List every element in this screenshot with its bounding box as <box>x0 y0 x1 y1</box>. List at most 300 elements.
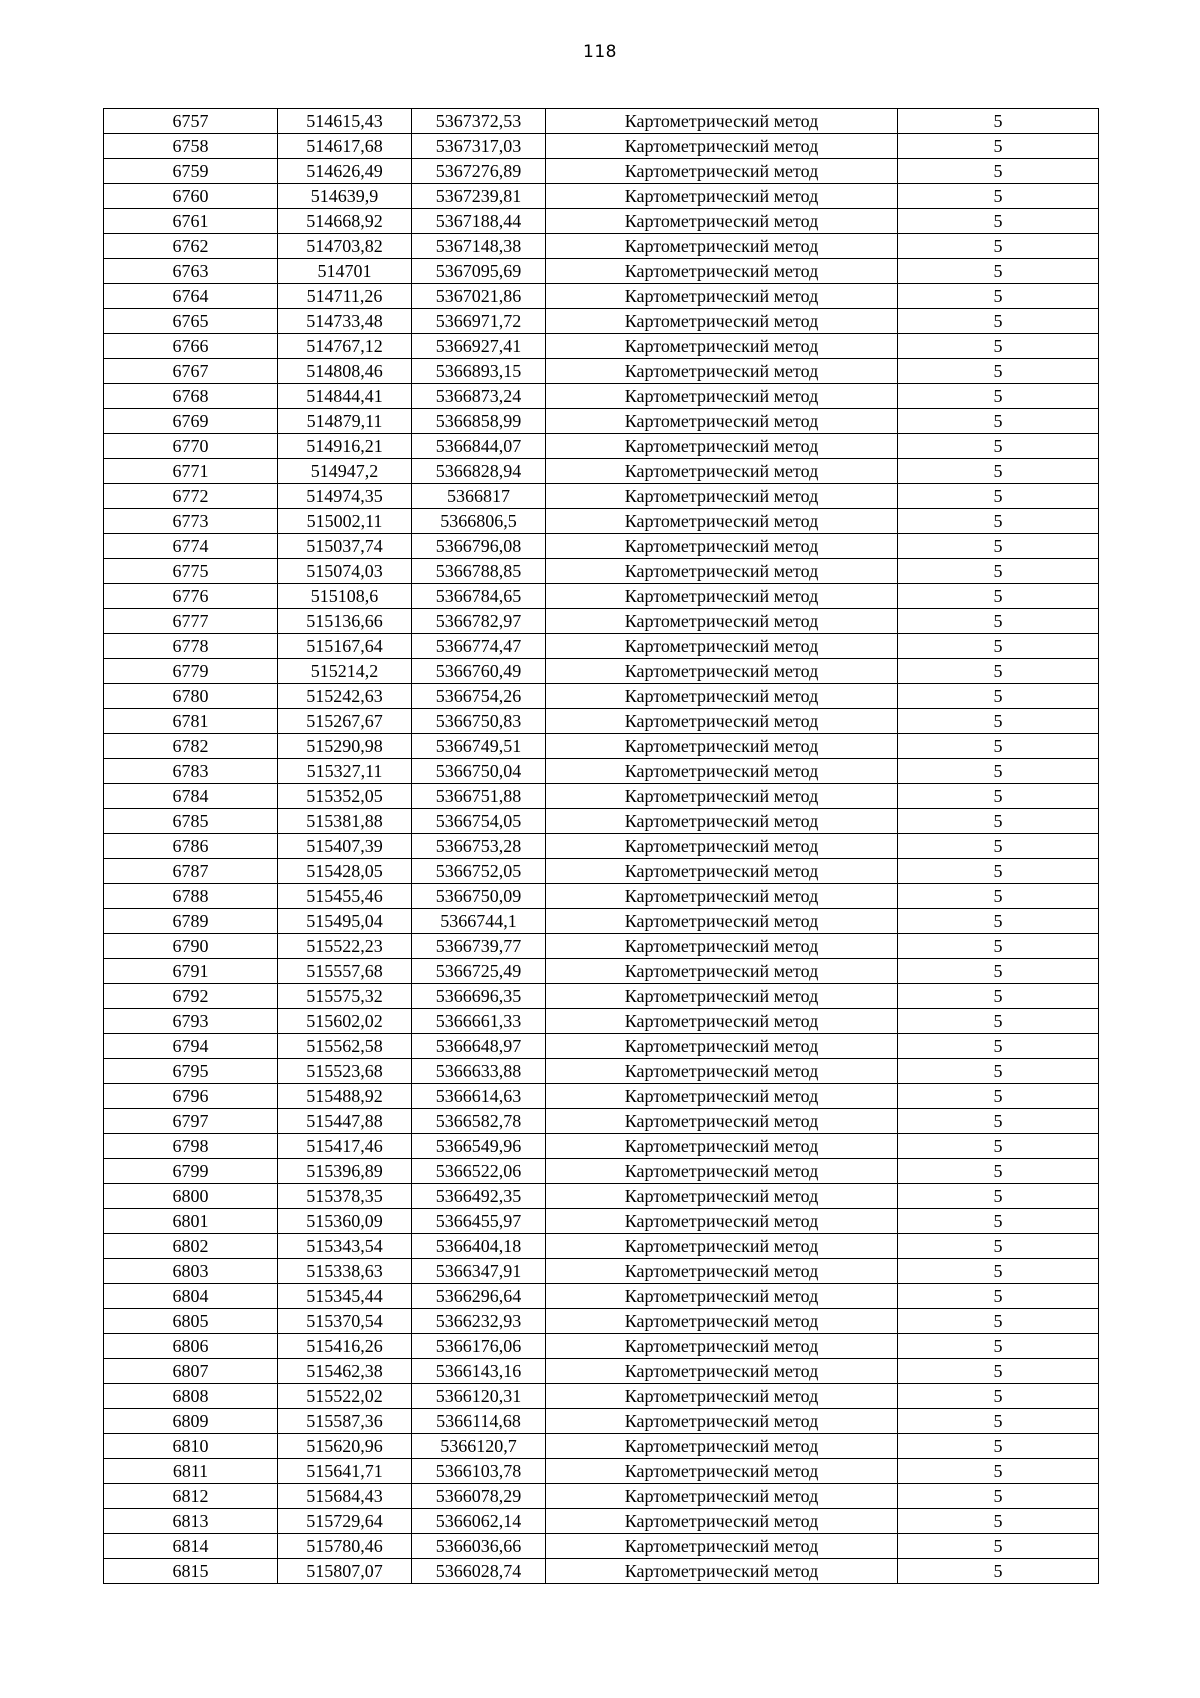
method-cell: Картометрический метод <box>546 909 898 934</box>
point-number-cell: 6794 <box>104 1034 278 1059</box>
method-cell: Картометрический метод <box>546 409 898 434</box>
x-coordinate-cell: 514615,43 <box>278 109 412 134</box>
y-coordinate-cell: 5366750,04 <box>412 759 546 784</box>
accuracy-cell: 5 <box>898 709 1099 734</box>
y-coordinate-cell: 5367021,86 <box>412 284 546 309</box>
y-coordinate-cell: 5366522,06 <box>412 1159 546 1184</box>
accuracy-cell: 5 <box>898 534 1099 559</box>
y-coordinate-cell: 5366774,47 <box>412 634 546 659</box>
accuracy-cell: 5 <box>898 1209 1099 1234</box>
table-row <box>104 834 1099 859</box>
accuracy-cell: 5 <box>898 1234 1099 1259</box>
table-row <box>104 1234 1099 1259</box>
table-row <box>104 809 1099 834</box>
x-coordinate-cell: 514703,82 <box>278 234 412 259</box>
point-number-cell: 6802 <box>104 1234 278 1259</box>
x-coordinate-cell: 515381,88 <box>278 809 412 834</box>
x-coordinate-cell: 515396,89 <box>278 1159 412 1184</box>
x-coordinate-cell: 515684,43 <box>278 1484 412 1509</box>
y-coordinate-cell: 5366176,06 <box>412 1334 546 1359</box>
method-cell: Картометрический метод <box>546 384 898 409</box>
table-row <box>104 1259 1099 1284</box>
x-coordinate-cell: 515360,09 <box>278 1209 412 1234</box>
table-row <box>104 259 1099 284</box>
table-row <box>104 584 1099 609</box>
point-number-cell: 6797 <box>104 1109 278 1134</box>
y-coordinate-cell: 5366749,51 <box>412 734 546 759</box>
y-coordinate-cell: 5366844,07 <box>412 434 546 459</box>
y-coordinate-cell: 5366760,49 <box>412 659 546 684</box>
method-cell: Картометрический метод <box>546 834 898 859</box>
method-cell: Картометрический метод <box>546 1059 898 1084</box>
accuracy-cell: 5 <box>898 859 1099 884</box>
point-number-cell: 6786 <box>104 834 278 859</box>
method-cell: Картометрический метод <box>546 734 898 759</box>
accuracy-cell: 5 <box>898 159 1099 184</box>
x-coordinate-cell: 515214,2 <box>278 659 412 684</box>
y-coordinate-cell: 5367317,03 <box>412 134 546 159</box>
point-number-cell: 6778 <box>104 634 278 659</box>
x-coordinate-cell: 515136,66 <box>278 609 412 634</box>
method-cell: Картометрический метод <box>546 634 898 659</box>
method-cell: Картометрический метод <box>546 609 898 634</box>
y-coordinate-cell: 5366744,1 <box>412 909 546 934</box>
x-coordinate-cell: 515345,44 <box>278 1284 412 1309</box>
method-cell: Картометрический метод <box>546 534 898 559</box>
table-row <box>104 1534 1099 1559</box>
table-row <box>104 859 1099 884</box>
method-cell: Картометрический метод <box>546 1134 898 1159</box>
accuracy-cell: 5 <box>898 1284 1099 1309</box>
point-number-cell: 6773 <box>104 509 278 534</box>
accuracy-cell: 5 <box>898 134 1099 159</box>
accuracy-cell: 5 <box>898 1109 1099 1134</box>
table-row <box>104 1409 1099 1434</box>
x-coordinate-cell: 515002,11 <box>278 509 412 534</box>
x-coordinate-cell: 514639,9 <box>278 184 412 209</box>
accuracy-cell: 5 <box>898 659 1099 684</box>
accuracy-cell: 5 <box>898 1509 1099 1534</box>
point-number-cell: 6758 <box>104 134 278 159</box>
x-coordinate-cell: 515352,05 <box>278 784 412 809</box>
y-coordinate-cell: 5366750,83 <box>412 709 546 734</box>
accuracy-cell: 5 <box>898 809 1099 834</box>
point-number-cell: 6763 <box>104 259 278 284</box>
table-row <box>104 1459 1099 1484</box>
y-coordinate-cell: 5366754,26 <box>412 684 546 709</box>
point-number-cell: 6796 <box>104 1084 278 1109</box>
y-coordinate-cell: 5366752,05 <box>412 859 546 884</box>
point-number-cell: 6772 <box>104 484 278 509</box>
y-coordinate-cell: 5366296,64 <box>412 1284 546 1309</box>
table-row <box>104 434 1099 459</box>
table-row <box>104 1309 1099 1334</box>
y-coordinate-cell: 5366028,74 <box>412 1559 546 1584</box>
table-row <box>104 609 1099 634</box>
method-cell: Картометрический метод <box>546 1034 898 1059</box>
x-coordinate-cell: 515641,71 <box>278 1459 412 1484</box>
method-cell: Картометрический метод <box>546 1509 898 1534</box>
x-coordinate-cell: 515167,64 <box>278 634 412 659</box>
table-row <box>104 459 1099 484</box>
y-coordinate-cell: 5366614,63 <box>412 1084 546 1109</box>
y-coordinate-cell: 5366873,24 <box>412 384 546 409</box>
accuracy-cell: 5 <box>898 459 1099 484</box>
method-cell: Картометрический метод <box>546 1559 898 1584</box>
point-number-cell: 6804 <box>104 1284 278 1309</box>
x-coordinate-cell: 515267,67 <box>278 709 412 734</box>
x-coordinate-cell: 514626,49 <box>278 159 412 184</box>
accuracy-cell: 5 <box>898 284 1099 309</box>
method-cell: Картометрический метод <box>546 1409 898 1434</box>
point-number-cell: 6779 <box>104 659 278 684</box>
point-number-cell: 6801 <box>104 1209 278 1234</box>
table-row <box>104 1484 1099 1509</box>
method-cell: Картометрический метод <box>546 1084 898 1109</box>
y-coordinate-cell: 5366858,99 <box>412 409 546 434</box>
y-coordinate-cell: 5366971,72 <box>412 309 546 334</box>
x-coordinate-cell: 515602,02 <box>278 1009 412 1034</box>
x-coordinate-cell: 515522,23 <box>278 934 412 959</box>
point-number-cell: 6795 <box>104 1059 278 1084</box>
accuracy-cell: 5 <box>898 1009 1099 1034</box>
x-coordinate-cell: 515242,63 <box>278 684 412 709</box>
method-cell: Картометрический метод <box>546 309 898 334</box>
accuracy-cell: 5 <box>898 259 1099 284</box>
y-coordinate-cell: 5366788,85 <box>412 559 546 584</box>
accuracy-cell: 5 <box>898 609 1099 634</box>
point-number-cell: 6785 <box>104 809 278 834</box>
point-number-cell: 6784 <box>104 784 278 809</box>
method-cell: Картометрический метод <box>546 959 898 984</box>
method-cell: Картометрический метод <box>546 759 898 784</box>
point-number-cell: 6809 <box>104 1409 278 1434</box>
method-cell: Картометрический метод <box>546 234 898 259</box>
y-coordinate-cell: 5367239,81 <box>412 184 546 209</box>
accuracy-cell: 5 <box>898 234 1099 259</box>
method-cell: Картометрический метод <box>546 134 898 159</box>
point-number-cell: 6771 <box>104 459 278 484</box>
x-coordinate-cell: 515378,35 <box>278 1184 412 1209</box>
y-coordinate-cell: 5366143,16 <box>412 1359 546 1384</box>
point-number-cell: 6765 <box>104 309 278 334</box>
y-coordinate-cell: 5366753,28 <box>412 834 546 859</box>
accuracy-cell: 5 <box>898 784 1099 809</box>
accuracy-cell: 5 <box>898 734 1099 759</box>
x-coordinate-cell: 515562,58 <box>278 1034 412 1059</box>
y-coordinate-cell: 5366404,18 <box>412 1234 546 1259</box>
table-row <box>104 484 1099 509</box>
method-cell: Картометрический метод <box>546 934 898 959</box>
accuracy-cell: 5 <box>898 484 1099 509</box>
x-coordinate-cell: 515338,63 <box>278 1259 412 1284</box>
table-row <box>104 1159 1099 1184</box>
y-coordinate-cell: 5366114,68 <box>412 1409 546 1434</box>
point-number-cell: 6760 <box>104 184 278 209</box>
point-number-cell: 6793 <box>104 1009 278 1034</box>
x-coordinate-cell: 515780,46 <box>278 1534 412 1559</box>
table-row <box>104 884 1099 909</box>
table-row <box>104 1209 1099 1234</box>
accuracy-cell: 5 <box>898 834 1099 859</box>
point-number-cell: 6800 <box>104 1184 278 1209</box>
accuracy-cell: 5 <box>898 384 1099 409</box>
method-cell: Картометрический метод <box>546 1259 898 1284</box>
x-coordinate-cell: 515575,32 <box>278 984 412 1009</box>
x-coordinate-cell: 515587,36 <box>278 1409 412 1434</box>
table-row <box>104 109 1099 134</box>
x-coordinate-cell: 515488,92 <box>278 1084 412 1109</box>
accuracy-cell: 5 <box>898 1434 1099 1459</box>
point-number-cell: 6775 <box>104 559 278 584</box>
table-row <box>104 984 1099 1009</box>
point-number-cell: 6777 <box>104 609 278 634</box>
accuracy-cell: 5 <box>898 309 1099 334</box>
y-coordinate-cell: 5366120,7 <box>412 1434 546 1459</box>
method-cell: Картометрический метод <box>546 709 898 734</box>
y-coordinate-cell: 5366750,09 <box>412 884 546 909</box>
y-coordinate-cell: 5366796,08 <box>412 534 546 559</box>
x-coordinate-cell: 515370,54 <box>278 1309 412 1334</box>
y-coordinate-cell: 5366582,78 <box>412 1109 546 1134</box>
accuracy-cell: 5 <box>898 959 1099 984</box>
table-row <box>104 634 1099 659</box>
y-coordinate-cell: 5366893,15 <box>412 359 546 384</box>
x-coordinate-cell: 515290,98 <box>278 734 412 759</box>
x-coordinate-cell: 514974,35 <box>278 484 412 509</box>
accuracy-cell: 5 <box>898 1184 1099 1209</box>
method-cell: Картометрический метод <box>546 1334 898 1359</box>
x-coordinate-cell: 515417,46 <box>278 1134 412 1159</box>
accuracy-cell: 5 <box>898 759 1099 784</box>
y-coordinate-cell: 5366347,91 <box>412 1259 546 1284</box>
table-row <box>104 559 1099 584</box>
method-cell: Картометрический метод <box>546 1109 898 1134</box>
method-cell: Картометрический метод <box>546 659 898 684</box>
method-cell: Картометрический метод <box>546 984 898 1009</box>
accuracy-cell: 5 <box>898 1259 1099 1284</box>
x-coordinate-cell: 515074,03 <box>278 559 412 584</box>
accuracy-cell: 5 <box>898 109 1099 134</box>
point-number-cell: 6787 <box>104 859 278 884</box>
y-coordinate-cell: 5367148,38 <box>412 234 546 259</box>
method-cell: Картометрический метод <box>546 484 898 509</box>
table-row <box>104 1559 1099 1584</box>
point-number-cell: 6815 <box>104 1559 278 1584</box>
accuracy-cell: 5 <box>898 634 1099 659</box>
point-number-cell: 6788 <box>104 884 278 909</box>
table-row <box>104 1334 1099 1359</box>
y-coordinate-cell: 5366927,41 <box>412 334 546 359</box>
accuracy-cell: 5 <box>898 1134 1099 1159</box>
point-number-cell: 6792 <box>104 984 278 1009</box>
method-cell: Картометрический метод <box>546 559 898 584</box>
accuracy-cell: 5 <box>898 1484 1099 1509</box>
x-coordinate-cell: 514808,46 <box>278 359 412 384</box>
table-row <box>104 934 1099 959</box>
point-number-cell: 6764 <box>104 284 278 309</box>
accuracy-cell: 5 <box>898 434 1099 459</box>
table-row <box>104 209 1099 234</box>
accuracy-cell: 5 <box>898 334 1099 359</box>
y-coordinate-cell: 5366806,5 <box>412 509 546 534</box>
x-coordinate-cell: 514879,11 <box>278 409 412 434</box>
method-cell: Картометрический метод <box>546 209 898 234</box>
y-coordinate-cell: 5366661,33 <box>412 1009 546 1034</box>
x-coordinate-cell: 515455,46 <box>278 884 412 909</box>
y-coordinate-cell: 5366817 <box>412 484 546 509</box>
point-number-cell: 6762 <box>104 234 278 259</box>
accuracy-cell: 5 <box>898 1534 1099 1559</box>
method-cell: Картометрический метод <box>546 1434 898 1459</box>
point-number-cell: 6782 <box>104 734 278 759</box>
table-row <box>104 1284 1099 1309</box>
table-row <box>104 709 1099 734</box>
x-coordinate-cell: 515447,88 <box>278 1109 412 1134</box>
method-cell: Картометрический метод <box>546 809 898 834</box>
point-number-cell: 6808 <box>104 1384 278 1409</box>
table-row <box>104 1434 1099 1459</box>
table-row <box>104 134 1099 159</box>
method-cell: Картометрический метод <box>546 1359 898 1384</box>
point-number-cell: 6814 <box>104 1534 278 1559</box>
accuracy-cell: 5 <box>898 934 1099 959</box>
y-coordinate-cell: 5366062,14 <box>412 1509 546 1534</box>
table-row <box>104 234 1099 259</box>
table-row <box>104 1109 1099 1134</box>
method-cell: Картометрический метод <box>546 434 898 459</box>
method-cell: Картометрический метод <box>546 1284 898 1309</box>
table-row <box>104 784 1099 809</box>
method-cell: Картометрический метод <box>546 1459 898 1484</box>
x-coordinate-cell: 514668,92 <box>278 209 412 234</box>
method-cell: Картометрический метод <box>546 584 898 609</box>
point-number-cell: 6766 <box>104 334 278 359</box>
table-row <box>104 359 1099 384</box>
table-row <box>104 1059 1099 1084</box>
table-row <box>104 759 1099 784</box>
y-coordinate-cell: 5367276,89 <box>412 159 546 184</box>
x-coordinate-cell: 514767,12 <box>278 334 412 359</box>
method-cell: Картометрический метод <box>546 784 898 809</box>
accuracy-cell: 5 <box>898 509 1099 534</box>
coordinates-table-body <box>104 109 1099 1584</box>
x-coordinate-cell: 515729,64 <box>278 1509 412 1534</box>
page-number: 118 <box>583 42 617 62</box>
table-row <box>104 659 1099 684</box>
y-coordinate-cell: 5366754,05 <box>412 809 546 834</box>
point-number-cell: 6806 <box>104 1334 278 1359</box>
x-coordinate-cell: 515620,96 <box>278 1434 412 1459</box>
method-cell: Картометрический метод <box>546 1534 898 1559</box>
table-row <box>104 1384 1099 1409</box>
table-row <box>104 959 1099 984</box>
method-cell: Картометрический метод <box>546 884 898 909</box>
y-coordinate-cell: 5366696,35 <box>412 984 546 1009</box>
point-number-cell: 6805 <box>104 1309 278 1334</box>
point-number-cell: 6769 <box>104 409 278 434</box>
method-cell: Картометрический метод <box>546 1234 898 1259</box>
accuracy-cell: 5 <box>898 684 1099 709</box>
table-row <box>104 1084 1099 1109</box>
method-cell: Картометрический метод <box>546 284 898 309</box>
method-cell: Картометрический метод <box>546 1184 898 1209</box>
method-cell: Картометрический метод <box>546 459 898 484</box>
point-number-cell: 6813 <box>104 1509 278 1534</box>
table-row <box>104 1009 1099 1034</box>
accuracy-cell: 5 <box>898 909 1099 934</box>
accuracy-cell: 5 <box>898 184 1099 209</box>
accuracy-cell: 5 <box>898 584 1099 609</box>
accuracy-cell: 5 <box>898 1409 1099 1434</box>
table-row <box>104 1509 1099 1534</box>
method-cell: Картометрический метод <box>546 684 898 709</box>
x-coordinate-cell: 515495,04 <box>278 909 412 934</box>
accuracy-cell: 5 <box>898 884 1099 909</box>
table-row <box>104 1034 1099 1059</box>
accuracy-cell: 5 <box>898 1309 1099 1334</box>
point-number-cell: 6757 <box>104 109 278 134</box>
y-coordinate-cell: 5366725,49 <box>412 959 546 984</box>
accuracy-cell: 5 <box>898 1059 1099 1084</box>
table-row <box>104 384 1099 409</box>
y-coordinate-cell: 5366078,29 <box>412 1484 546 1509</box>
accuracy-cell: 5 <box>898 1359 1099 1384</box>
point-number-cell: 6799 <box>104 1159 278 1184</box>
x-coordinate-cell: 515428,05 <box>278 859 412 884</box>
x-coordinate-cell: 514916,21 <box>278 434 412 459</box>
point-number-cell: 6807 <box>104 1359 278 1384</box>
method-cell: Картометрический метод <box>546 1009 898 1034</box>
y-coordinate-cell: 5366036,66 <box>412 1534 546 1559</box>
x-coordinate-cell: 515557,68 <box>278 959 412 984</box>
point-number-cell: 6770 <box>104 434 278 459</box>
table-row <box>104 1184 1099 1209</box>
accuracy-cell: 5 <box>898 559 1099 584</box>
x-coordinate-cell: 514701 <box>278 259 412 284</box>
y-coordinate-cell: 5366739,77 <box>412 934 546 959</box>
y-coordinate-cell: 5366120,31 <box>412 1384 546 1409</box>
x-coordinate-cell: 514711,26 <box>278 284 412 309</box>
table-row <box>104 534 1099 559</box>
accuracy-cell: 5 <box>898 1384 1099 1409</box>
y-coordinate-cell: 5366549,96 <box>412 1134 546 1159</box>
table-row <box>104 409 1099 434</box>
point-number-cell: 6790 <box>104 934 278 959</box>
y-coordinate-cell: 5366232,93 <box>412 1309 546 1334</box>
x-coordinate-cell: 514617,68 <box>278 134 412 159</box>
y-coordinate-cell: 5367188,44 <box>412 209 546 234</box>
accuracy-cell: 5 <box>898 1159 1099 1184</box>
method-cell: Картометрический метод <box>546 859 898 884</box>
method-cell: Картометрический метод <box>546 509 898 534</box>
method-cell: Картометрический метод <box>546 334 898 359</box>
y-coordinate-cell: 5366784,65 <box>412 584 546 609</box>
method-cell: Картометрический метод <box>546 1209 898 1234</box>
accuracy-cell: 5 <box>898 209 1099 234</box>
point-number-cell: 6789 <box>104 909 278 934</box>
y-coordinate-cell: 5366633,88 <box>412 1059 546 1084</box>
table-row <box>104 684 1099 709</box>
x-coordinate-cell: 515108,6 <box>278 584 412 609</box>
point-number-cell: 6791 <box>104 959 278 984</box>
method-cell: Картометрический метод <box>546 184 898 209</box>
x-coordinate-cell: 515522,02 <box>278 1384 412 1409</box>
y-coordinate-cell: 5366751,88 <box>412 784 546 809</box>
accuracy-cell: 5 <box>898 1084 1099 1109</box>
point-number-cell: 6812 <box>104 1484 278 1509</box>
x-coordinate-cell: 514733,48 <box>278 309 412 334</box>
